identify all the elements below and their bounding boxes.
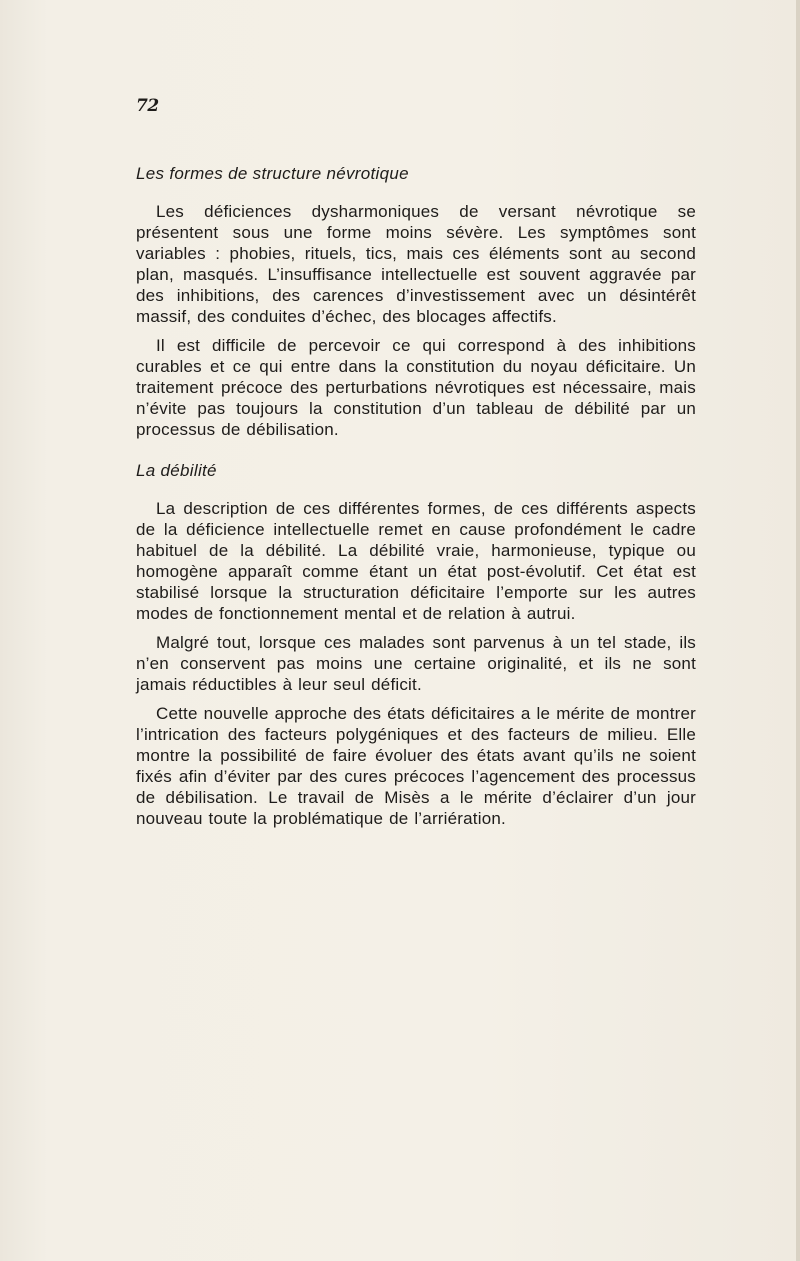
section-heading: Les formes de structure névrotique (136, 164, 409, 183)
paragraph: Cette nouvelle approche des états déficitaires a le mérite de montrer l’intrication des facteurs polygéniques et des facteurs de milieu. Elle montre la possibilité de faire évoluer des états avant qu’ils ne soient fixés afin d’éviter par des cures précoces l’agencement des processus de débilisation. Le travail de Misès a le mérite d’éclairer d’un jour nouveau toute la problématique de l’arriération. (136, 704, 696, 828)
page-number: 72 (136, 96, 159, 116)
paragraph: La description de ces différentes formes, de ces différents aspects de la déficience intellectuelle remet en cause profondément le cadre habituel de la débilité. La débilité vraie, harmonieuse, typique ou homogène apparaît comme étant un état post-évolutif. Cet état est stabilisé lorsque la structuration déficitaire l’emporte sur les autres modes de fonctionnement mental et de relation à autrui. (136, 499, 696, 623)
page-body (136, 163, 696, 837)
paragraph: Malgré tout, lorsque ces malades sont parvenus à un tel stade, ils n’en conservent pas moins une certaine originalité, et ils ne sont jamais réductibles à leur seul déficit. (136, 633, 696, 694)
section-heading: La débilité (136, 461, 217, 480)
paragraph: Il est difficile de percevoir ce qui correspond à des inhibitions curables et ce qui entre dans la constitution du noyau déficitaire. Un traitement précoce des perturbations névrotiques est nécessaire, mais n’évite pas toujours la constitution d’un tableau de débilité par un processus de débilisation. (136, 336, 696, 439)
section-debilite (136, 460, 696, 829)
section-nevrotique (136, 163, 696, 440)
paragraph: Les déficiences dysharmoniques de versant névrotique se présentent sous une forme moins sévère. Les symptômes sont variables : phobies, rituels, tics, mais ces éléments sont au second plan, masqués. L’insuffisance intellectuelle est souvent aggravée par des inhibitions, des carences d’investissement avec un désintérêt massif, des conduites d’échec, des blocages affectifs. (136, 202, 696, 326)
page-edge (796, 0, 800, 1261)
